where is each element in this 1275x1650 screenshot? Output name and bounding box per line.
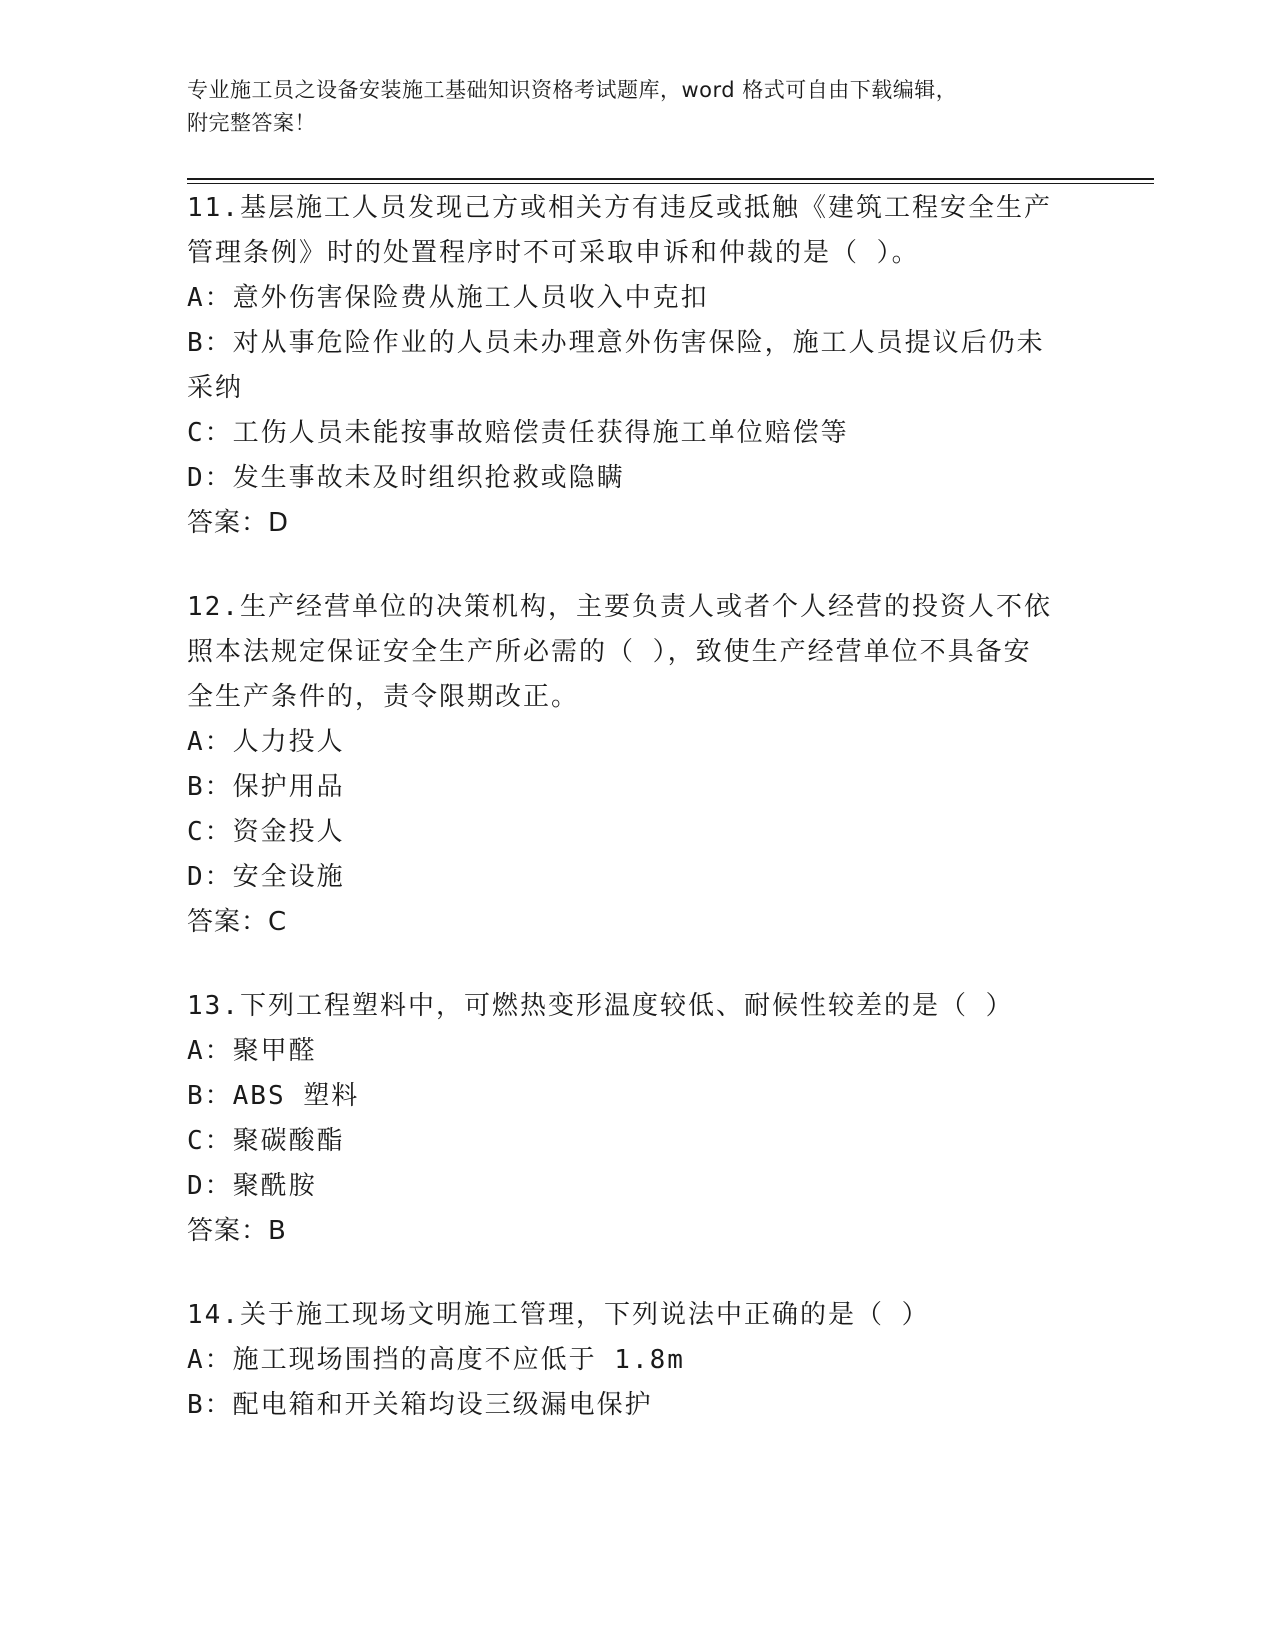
answer-label: 答案：B — [187, 1216, 287, 1246]
question-stem-line: 12.生产经营单位的决策机构，主要负责人或者个人经营的投资人不依 — [187, 592, 1052, 622]
option-c: C：工伤人员未能按事故赔偿责任获得施工单位赔偿等 — [187, 418, 849, 448]
option-b: B：配电箱和开关箱均设三级漏电保护 — [187, 1390, 653, 1420]
option-c: C：聚碳酸酯 — [187, 1126, 345, 1156]
answer-label: 答案：D — [187, 508, 290, 538]
option-c: C：资金投人 — [187, 817, 345, 847]
option-b: B：保护用品 — [187, 772, 345, 802]
header-line-1: 专业施工员之设备安装施工基础知识资格考试题库，word 格式可自由下载编辑， — [187, 78, 958, 102]
answer-label: 答案：C — [187, 907, 288, 937]
question-list — [187, 186, 1087, 1467]
question-13 — [187, 984, 1087, 1254]
option-a: A：意外伤害保险费从施工人员收入中克扣 — [187, 283, 709, 313]
document-header — [187, 74, 1087, 140]
option-a: A：聚甲醛 — [187, 1036, 317, 1066]
option-a: A：施工现场围挡的高度不应低于 1.8m — [187, 1345, 685, 1375]
option-a: A：人力投人 — [187, 727, 345, 757]
option-b: B：ABS 塑料 — [187, 1081, 360, 1111]
header-divider-thick — [187, 178, 1154, 180]
question-14 — [187, 1293, 1087, 1428]
question-11 — [187, 186, 1087, 546]
option-d: D：安全设施 — [187, 862, 345, 892]
option-b: B：对从事危险作业的人员未办理意外伤害保险，施工人员提议后仍未 — [187, 328, 1045, 358]
header-line-2: 附完整答案！ — [187, 111, 316, 135]
question-stem-line: 14.关于施工现场文明施工管理，下列说法中正确的是（ ） — [187, 1300, 930, 1330]
option-b-continued: 采纳 — [187, 373, 244, 403]
question-stem-line: 13.下列工程塑料中，可燃热变形温度较低、耐候性较差的是（ ） — [187, 991, 1014, 1021]
question-12 — [187, 585, 1087, 945]
question-stem-line: 11.基层施工人员发现己方或相关方有违反或抵触《建筑工程安全生产 — [187, 193, 1052, 223]
option-d: D：发生事故未及时组织抢救或隐瞒 — [187, 463, 625, 493]
question-stem-line: 照本法规定保证安全生产所必需的（ ），致使生产经营单位不具备安 — [187, 637, 1032, 667]
question-stem-line: 全生产条件的，责令限期改正。 — [187, 682, 580, 712]
header-divider-thin — [187, 183, 1154, 184]
question-stem-line: 管理条例》时的处置程序时不可采取申诉和仲裁的是（ ）。 — [187, 238, 920, 268]
option-d: D：聚酰胺 — [187, 1171, 317, 1201]
